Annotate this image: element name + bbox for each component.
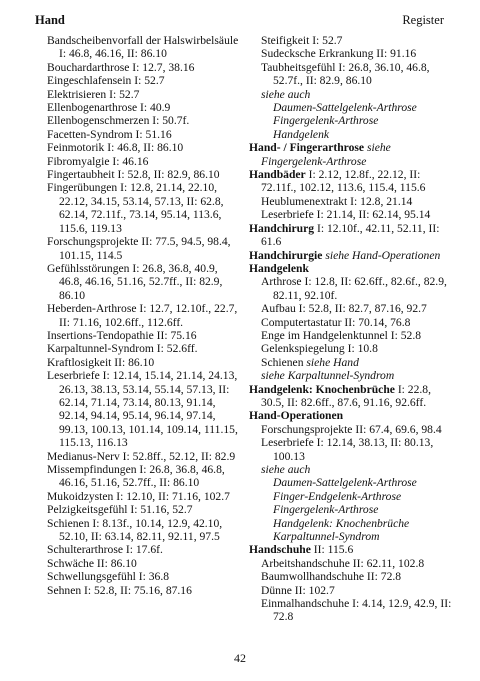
index-cross-reference: Finger-Endgelenk-Arthrose — [273, 489, 402, 503]
index-heading — [249, 222, 454, 249]
index-heading — [249, 383, 454, 410]
index-entry: Feinmotorik I: 46.8, II: 86.10 — [47, 141, 184, 155]
index-entry: Pelzigkeitsgefühl I: 51.16, 52.7 — [47, 503, 193, 517]
index-entry: Karpaltunnel-Syndrom I: 52.6ff. — [47, 342, 198, 356]
index-heading — [249, 249, 454, 262]
index-entry: Heberden-Arthrose I: 12.7, 12.10f., 22.7, II: 71.16, 102.6ff., 112.6ff. — [47, 302, 238, 329]
index-heading-see-ref: siehe Fingergelenk-Arthrose — [261, 141, 391, 168]
index-entry: Facetten-Syndrom I: 51.16 — [47, 127, 172, 141]
index-heading — [249, 262, 454, 275]
index-heading-see-ref: siehe Hand-Operationen — [322, 248, 441, 262]
index-heading-term: Handgelenk — [249, 261, 309, 275]
index-heading — [249, 141, 454, 168]
index-entry: Leserbriefe I: 12.14, 15.14, 21.14, 24.13, 26.13, 38.13, 53.14, 55.14, 57.13, II: 62.14, 71.14, 73.14, 80.13, 91.14, 92.14, 94.14, 95.14, 96.14, 97.14, 99.13, 100.13, 101.14, 109.14, 111.15, 115.13, 116.13 — [47, 369, 238, 450]
index-entry: Ellenbogenschmerzen I: 50.7f. — [47, 114, 190, 128]
index-heading-pages: II: 115.6 — [310, 543, 354, 557]
index-entry: Medianus-Nerv I: 52.8ff., 52.12, II: 82.9 — [47, 449, 236, 463]
index-entry: Gelenkspiegelung I: 10.8 — [261, 342, 378, 356]
index-heading-term: Handbäder — [249, 168, 306, 182]
index-entry: Enge im Handgelenktunnel I: 52.8 — [261, 328, 422, 342]
index-entry: Leserbriefe I: 21.14, II: 62.14, 95.14 — [261, 208, 431, 222]
index-entry: Ellenbogenarthrose I: 40.9 — [47, 101, 171, 115]
index-entry: Forschungsprojekte II: 67.4, 69.6, 98.4 — [261, 422, 442, 436]
index-entry: Eingeschlafensein I: 52.7 — [47, 74, 165, 88]
index-cross-reference: Handgelenk — [273, 127, 330, 141]
index-entry: Computertastatur II: 70.14, 76.8 — [261, 315, 411, 329]
index-entry: Bouchardarthrose I: 12.7, 38.16 — [47, 60, 195, 74]
index-heading-pages: I: 22.8, 30.5, II: 82.6ff., 87.6, 91.16, 92.6ff. — [261, 382, 431, 409]
index-entry: Taubheitsgefühl I: 26.8, 36.10, 46.8, 52.7f., II: 82.9, 86.10 — [261, 60, 430, 88]
index-heading-pages: I: 2.12, 12.8f., 22.12, II: 72.11f., 102.12, 113.6, 115.4, 115.6 — [261, 168, 426, 195]
index-entry: Heublumenextrakt I: 12.8, 21.14 — [261, 194, 413, 208]
index-entry: Dünne II: 102.7 — [261, 583, 335, 597]
index-entry: Kraftlosigkeit II: 86.10 — [47, 355, 155, 369]
index-heading-term: Handchirurgie — [249, 248, 323, 262]
index-entry: Forschungsprojekte II: 77.5, 94.5, 98.4, 101.15, 114.5 — [47, 235, 231, 262]
index-entry: Arthrose I: 12.8, II: 62.6ff., 82.6f., 82.9, 82.11, 92.10f. — [261, 275, 447, 302]
index-entry: Missempfindungen I: 26.8, 36.8, 46.8, 46.16, 51.16, 52.7ff., II: 86.10 — [47, 463, 225, 490]
index-entry: Fingertaubheit I: 52.8, II: 82.9, 86.10 — [47, 168, 220, 182]
index-entry: Sudecksche Erkrankung II: 91.16 — [261, 47, 417, 61]
index-cross-reference: Daumen-Sattelgelenk-Arthrose — [273, 476, 417, 490]
index-cross-reference: Handgelenk: Knochenbrüche — [273, 516, 410, 530]
index-entry: Schwäche II: 86.10 — [47, 556, 137, 570]
index-entry: Einmalhandschuhe I: 4.14, 12.9, 42.9, II: 72.8 — [261, 597, 452, 624]
index-heading — [249, 409, 454, 422]
index-entry: Schulterarthrose I: 17.6f. — [47, 543, 163, 557]
index-entry: Baumwollhandschuhe II: 72.8 — [261, 570, 402, 584]
page-number: 42 — [234, 651, 246, 665]
index-heading — [249, 543, 454, 556]
index-cross-reference: Fingergelenk-Arthrose — [273, 503, 379, 517]
index-entry: Arbeitshandschuhe II: 62.11, 102.8 — [261, 556, 425, 570]
index-cross-reference: Fingergelenk-Arthrose — [273, 114, 379, 128]
index-entry: Gefühlsstörungen I: 26.8, 36.8, 40.9, 46.8, 46.16, 51.16, 52.7ff., II: 82.9, 86.10 — [47, 261, 223, 302]
index-heading-term: Handgelenk: Knochenbrüche — [249, 382, 395, 396]
index-entry: Bandscheibenvorfall der Halswirbelsäule I: 46.8, 46.16, II: 86.10 — [47, 34, 239, 61]
index-see-also: siehe auch — [261, 87, 311, 101]
index-entry: Fibromyalgie I: 46.16 — [47, 154, 149, 168]
index-column-right — [249, 34, 454, 624]
index-entry: Elektrisieren I: 52.7 — [47, 87, 140, 101]
index-entry: Fingerübungen I: 12.8, 21.14, 22.10, 22.12, 34.15, 53.14, 57.13, II: 62.8, 62.14, 72.11f., 73.14, 95.14, 113.6, 115.6, 119.13 — [47, 181, 224, 235]
running-header-title: Register — [402, 13, 444, 27]
index-cross-reference: Karpaltunnel-Syndrom — [273, 530, 380, 544]
index-heading-term: Handchirurg — [249, 221, 315, 235]
index-column-left — [35, 34, 240, 597]
index-entry: Schienen siehe Hand — [261, 355, 359, 369]
index-heading-pages: I: 12.10f., 42.11, 52.11, II: 61.6 — [261, 221, 440, 249]
index-see-also: siehe Karpaltunnel-Syndrom — [261, 369, 395, 383]
index-entry: Steifigkeit I: 52.7 — [261, 34, 343, 47]
index-see-also: siehe auch — [261, 463, 311, 476]
index-entry: Schienen I: 8.13f., 10.14, 12.9, 42.10, 52.10, II: 63.14, 82.11, 92.11, 97.5 — [47, 516, 223, 544]
index-heading-term: Hand-Operationen — [249, 409, 344, 423]
index-cross-reference: Daumen-Sattelgelenk-Arthrose — [273, 101, 417, 115]
index-heading-term: Handschuhe — [249, 543, 311, 557]
index-entry: Schwellungsgefühl I: 36.8 — [47, 570, 170, 584]
index-entry: Mukoidzysten I: 12.10, II: 71.16, 102.7 — [47, 489, 230, 503]
running-header-section: Hand — [35, 13, 65, 27]
index-heading-term: Hand- / Fingerarthrose — [249, 141, 365, 155]
index-entry: Leserbriefe I: 12.14, 38.13, II: 80.13, 100.13 — [261, 436, 434, 463]
index-entry: Insertions-Tendopathie II: 75.16 — [47, 328, 197, 342]
index-entry: Sehnen I: 52.8, II: 75.16, 87.16 — [47, 583, 192, 597]
index-entry: Aufbau I: 52.8, II: 82.7, 87.16, 92.7 — [261, 302, 427, 316]
index-heading — [249, 168, 454, 195]
